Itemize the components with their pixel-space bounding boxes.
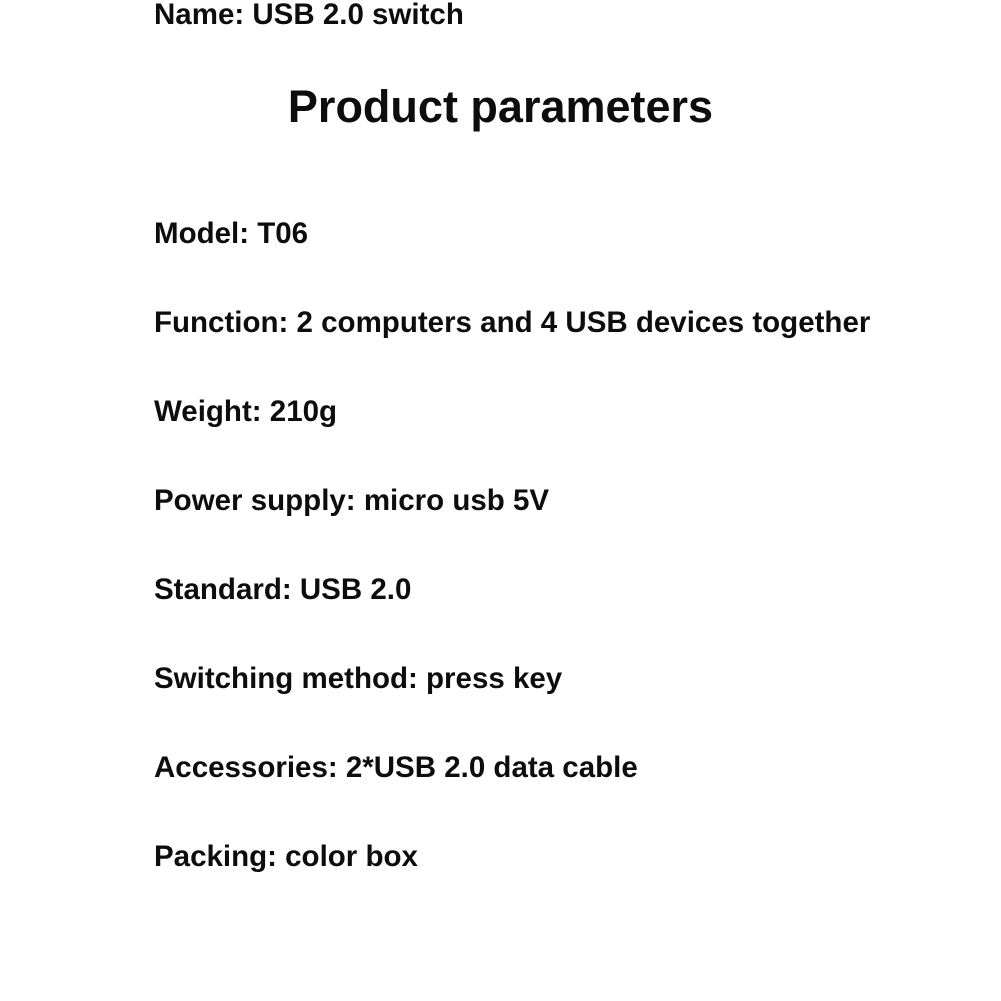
param-power-supply: Power supply: micro usb 5V bbox=[154, 484, 550, 517]
param-accessories: Accessories: 2*USB 2.0 data cable bbox=[154, 751, 638, 784]
param-packing: Packing: color box bbox=[154, 840, 418, 873]
page-title: Product parameters bbox=[287, 81, 714, 132]
param-model: Model: T06 bbox=[154, 217, 309, 250]
param-weight: Weight: 210g bbox=[154, 395, 338, 428]
param-switching-method: Switching method: press key bbox=[154, 662, 563, 695]
param-function: Function: 2 computers and 4 USB devices together bbox=[154, 306, 871, 339]
param-name: Name: USB 2.0 switch bbox=[154, 0, 464, 31]
param-standard: Standard: USB 2.0 bbox=[154, 573, 412, 606]
